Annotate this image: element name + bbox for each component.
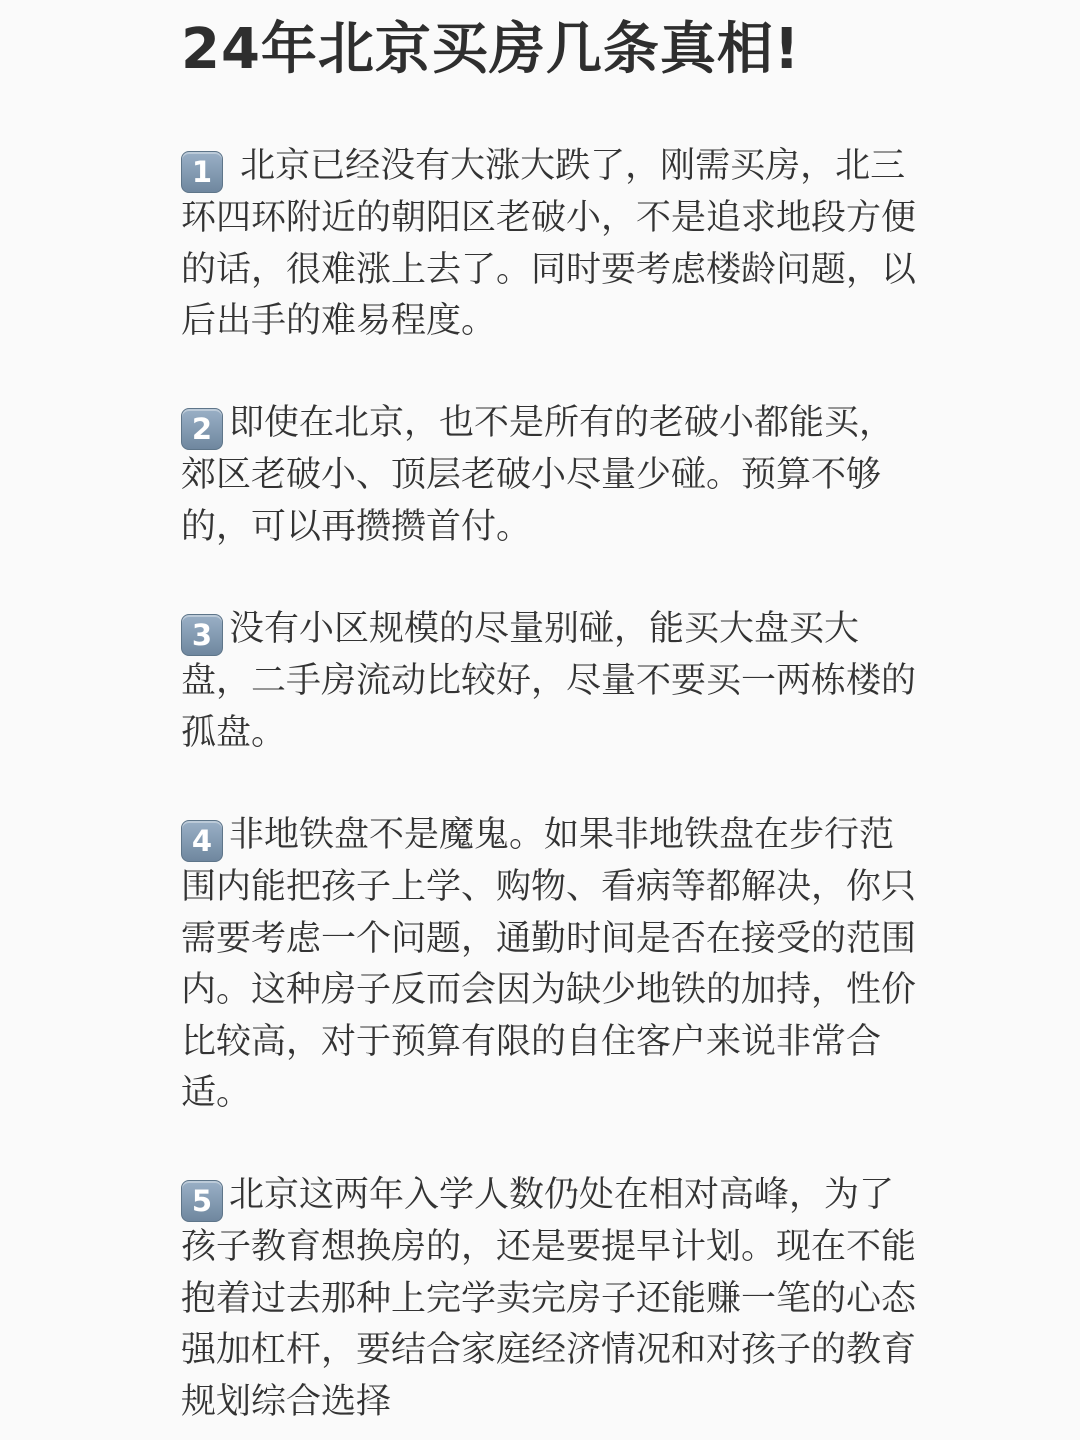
point-3-text: 没有小区规模的尽量别碰，能买大盘买大盘，二手房流动比较好，尽量不要买一两栋楼的孤盘。	[181, 609, 917, 753]
keycap-2-icon: 2	[181, 408, 223, 450]
keycap-4-icon: 4	[181, 820, 223, 862]
point-2-text: 即使在北京，也不是所有的老破小都能买，郊区老破小、顶层老破小尽量少碰。预算不够的，可以再攒攒首付。	[181, 403, 895, 547]
point-2	[181, 398, 916, 553]
page-title: 24年北京买房几条真相!	[181, 17, 801, 82]
keycap-1-icon: 1	[181, 151, 223, 193]
point-4	[181, 810, 916, 1120]
keycap-3-icon: 3	[181, 614, 223, 656]
point-4-text: 非地铁盘不是魔鬼。如果非地铁盘在步行范围内能把孩子上学、购物、看病等都解决，你只需要考虑一个问题，通勤时间是否在接受的范围内。这种房子反而会因为缺少地铁的加持，性价比较高，对于预算有限的自住客户来说非常合适。	[181, 815, 917, 1113]
point-5	[181, 1170, 916, 1428]
point-1-text: 北京已经没有大涨大跌了，刚需买房，北三环四环附近的朝阳区老破小，不是追求地段方便的话，很难涨上去了。同时要考虑楼龄问题，以后出手的难易程度。	[181, 146, 917, 341]
point-3	[181, 604, 916, 759]
point-5-text: 北京这两年入学人数仍处在相对高峰，为了孩子教育想换房的，还是要提早计划。现在不能抱着过去那种上完学卖完房子还能赚一笔的心态强加杠杆，要结合家庭经济情况和对孩子的教育规划综合选择	[181, 1175, 917, 1422]
keycap-5-icon: 5	[181, 1180, 223, 1222]
point-gap	[229, 146, 240, 186]
point-1	[181, 141, 916, 348]
